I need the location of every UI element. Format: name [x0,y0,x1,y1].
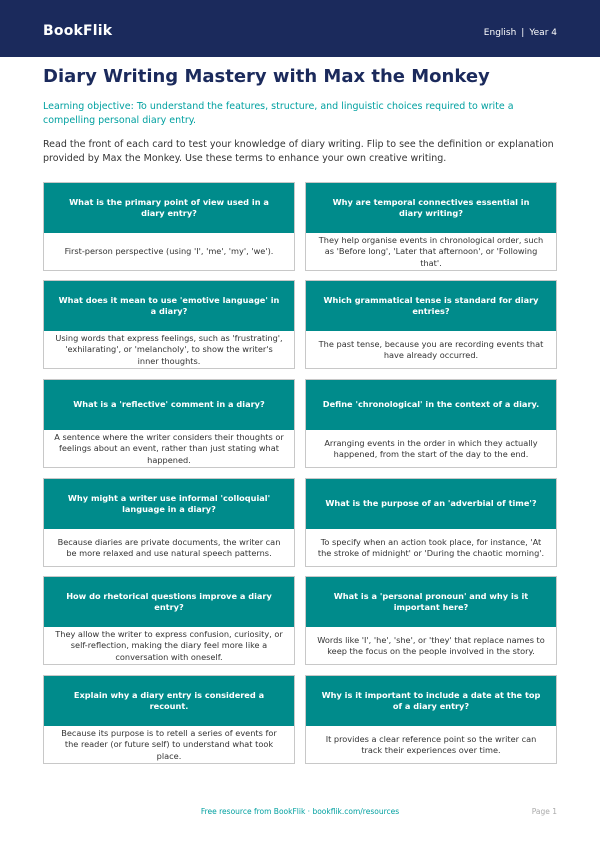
card-front-question: Why might a writer use informal 'colloquial' language in a diary? [44,479,294,529]
card-back-answer: A sentence where the writer considers their thoughts or feelings about an event, rather than just stating what happened. [54,431,284,465]
card-back-answer: Using words that express feelings, such as 'frustrating', 'exhilarating', or 'melancholy', to show the writer's inner thoughts. [55,332,283,366]
learning-objective: Learning objective: To understand the features, structure, and linguistic choices required to write a compelling personal diary entry. [43,101,514,126]
card-back-answer: Arranging events in the order in which they actually happened, from the start of the day to the end. [324,437,538,459]
page-header [0,0,600,57]
intro-text: Read the front of each card to test your knowledge of diary writing. Flip to see the definition or explanation provided by Max the Monkey. Use these terms to enhance your own creative writing. [43,139,554,164]
card-back-answer: The past tense, because you are recording events that have already occurred. [318,338,544,360]
card-front-question: Define 'chronological' in the context of a diary. [306,380,556,430]
card-back-answer: Because diaries are private documents, the writer can be more relaxed and use natural speech patterns. [57,536,281,558]
flashcard[interactable] [305,379,557,468]
card-back-answer: It provides a clear reference point so the writer can track their experiences over time. [325,733,537,755]
flashcard[interactable] [43,379,295,468]
card-front-question: Why are temporal connectives essential in diary writing? [306,183,556,233]
card-front-question: What is the primary point of view used in a diary entry? [44,183,294,233]
card-back-answer: They help organise events in chronological order, such as 'Before long', 'Later that afternoon', or 'Following that'. [318,234,544,268]
page-number: Page 1 [531,807,557,816]
card-front-question: How do rhetorical questions improve a diary entry? [44,577,294,627]
flashcard[interactable] [305,576,557,665]
footer-resource-link[interactable]: Free resource from BookFlik · bookflik.com/resources [200,807,400,816]
card-front-question: What is a 'personal pronoun' and why is it important here? [306,577,556,627]
card-front-question: Explain why a diary entry is considered a recount. [44,676,294,726]
year-label: Year 4 [529,28,557,38]
page-title: Diary Writing Mastery with Max the Monkey [43,66,490,87]
card-front-question: Which grammatical tense is standard for diary entries? [306,281,556,331]
card-back-answer: Because its purpose is to retell a series of events for the reader (or future self) to understand what took place. [61,727,277,761]
flashcard[interactable] [305,478,557,567]
subject-label: English [483,28,517,38]
card-front-question: What does it mean to use 'emotive language' in a diary? [44,281,294,331]
card-back-answer: They allow the writer to express confusion, curiosity, or self-reflection, making the diary feel more like a conversation with oneself. [55,628,283,662]
card-back-answer: To specify when an action took place, for instance, 'At the stroke of midnight' or 'During the chaotic morning'. [317,536,545,558]
card-back-answer: First-person perspective (using 'I', 'me', 'my', 'we'). [64,246,274,257]
flashcard[interactable] [43,576,295,665]
card-front-question: What is a 'reflective' comment in a diary? [44,380,294,430]
header-meta [484,28,557,38]
flashcard[interactable] [43,478,295,567]
flashcard[interactable] [305,675,557,764]
flashcard[interactable] [43,280,295,369]
meta-separator: | [521,28,525,38]
brand-logo-text[interactable]: BookFlik [43,23,113,39]
card-front-question: Why is it important to include a date at the top of a diary entry? [306,676,556,726]
flashcard[interactable] [43,675,295,764]
card-back-answer: Words like 'I', 'he', 'she', or 'they' that replace names to keep the focus on the people involved in the story. [317,634,545,656]
card-front-question: What is the purpose of an 'adverbial of time'? [306,479,556,529]
flashcard[interactable] [43,182,295,271]
flashcard[interactable] [305,280,557,369]
flashcard[interactable] [305,182,557,271]
